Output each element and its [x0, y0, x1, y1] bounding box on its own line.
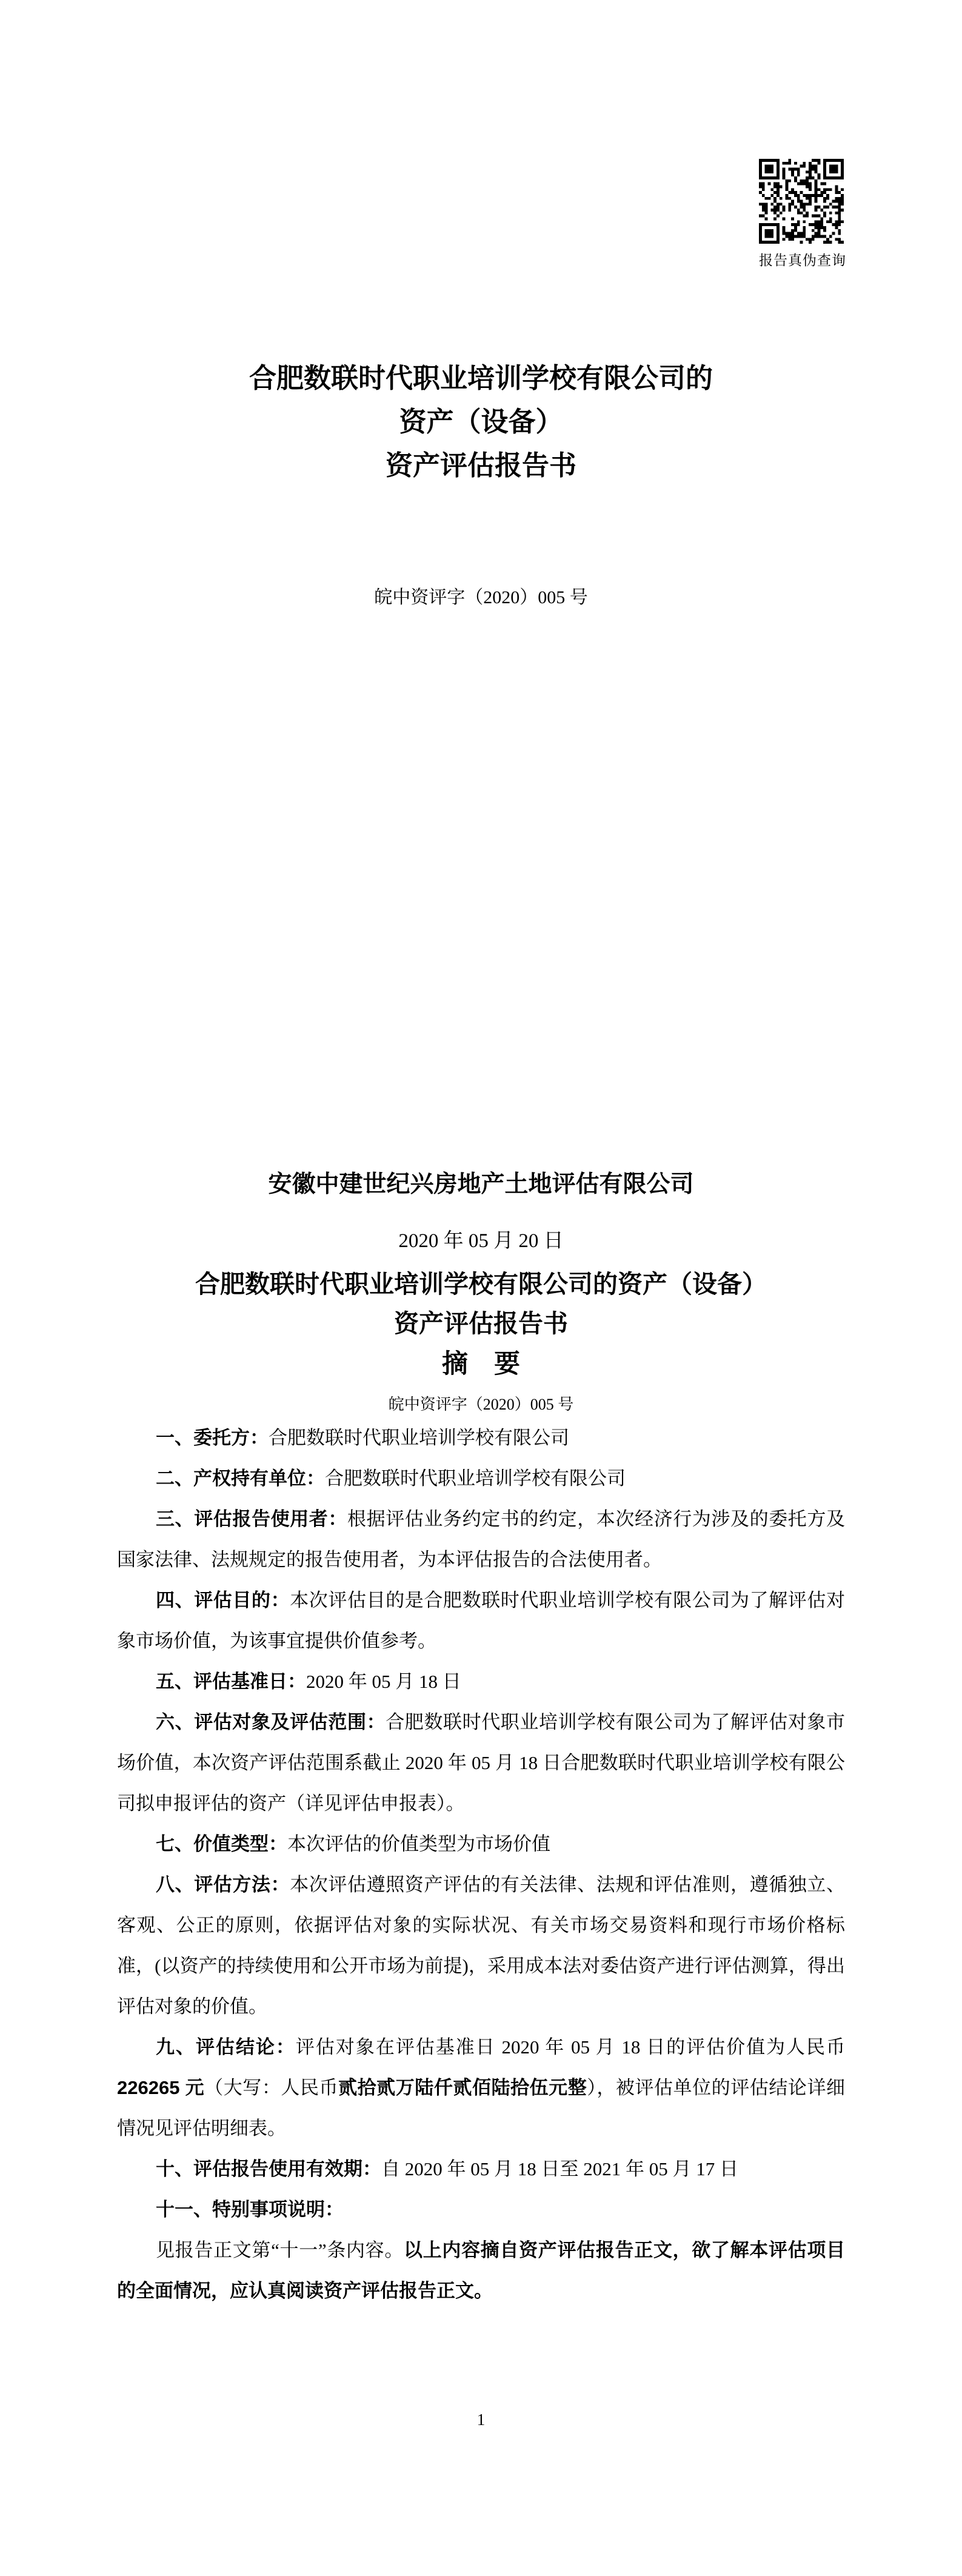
summary-title [0, 1265, 962, 1343]
summary-item [117, 1824, 845, 1864]
summary-item [117, 1580, 845, 1661]
summary-item-label: 一、委托方： [156, 1427, 269, 1448]
summary-item-text: （大写：人民币 [204, 2077, 339, 2098]
summary-body [117, 1417, 845, 2311]
qr-caption: 报告真伪查询 [759, 253, 846, 268]
summary-item-label: 十一、特别事项说明： [156, 2199, 344, 2220]
summary-item-text: 合肥数联时代职业培训学校有限公司 [325, 1468, 626, 1489]
summary-item-text: 226265 元 [117, 2077, 205, 2098]
summary-item-text: 以上内容摘自资产评估报告正文，欲了解本评估项目的全面情况，应认真阅读资产评估报告正文。 [117, 2240, 845, 2301]
summary-item-label: 五、评估基准日： [156, 1671, 306, 1692]
summary-item [117, 2189, 845, 2230]
summary-item [117, 1661, 845, 1702]
summary-item-text: 自 2020 年 05 月 18 日至 2021 年 05 月 17 日 [381, 2158, 738, 2180]
summary-item-text: 合肥数联时代职业培训学校有限公司为了解评估对象市场价值，本次资产评估范围系截止 2020 年 05 月 18 日合肥数联时代职业培训学校有限公司拟申报评估的资产（详见评估申报表）。 [117, 1711, 846, 1814]
cover-title-line: 合肥数联时代职业培训学校有限公司的 [249, 363, 713, 393]
summary-item-text: 贰拾贰万陆仟贰佰陆拾伍元整 [338, 2077, 587, 2098]
summary-item-text: 2020 年 05 月 18 日 [306, 1671, 461, 1692]
summary-item [117, 1864, 845, 2027]
page-number: 1 [476, 2410, 486, 2429]
summary-item-text: 评估对象在评估基准日 2020 年 05 月 18 日的评估价值为人民币 [295, 2036, 846, 2058]
summary-item [117, 2027, 845, 2149]
summary-item [117, 1499, 845, 1580]
appraisal-company-name: 安徽中建世纪兴房地产土地评估有限公司 [268, 1171, 694, 1197]
cover-title [0, 356, 962, 487]
summary-item-label: 八、评估方法： [156, 1874, 290, 1895]
summary-item-text: 见报告正文第“十一”条内容。 [156, 2240, 404, 2261]
summary-item-text: 本次评估目的是合肥数联时代职业培训学校有限公司为了解评估对象市场价值，为该事宜提供价值参考。 [117, 1590, 846, 1651]
summary-doc-number: 皖中资评字（2020）005 号 [388, 1396, 574, 1413]
summary-abstract-heading: 摘 要 [442, 1350, 520, 1379]
summary-item-label: 六、评估对象及评估范围： [156, 1711, 386, 1733]
summary-item-label: 九、评估结论： [156, 2036, 296, 2058]
summary-item [117, 1417, 845, 1458]
summary-item-label: 三、评估报告使用者： [156, 1508, 347, 1530]
qr-code [759, 159, 844, 244]
closing-paragraph [117, 2230, 845, 2311]
summary-item-text: 根据评估业务约定书的约定，本次经济行为涉及的委托方及国家法律、法规规定的报告使用者，为本评估报告的合法使用者。 [117, 1508, 845, 1570]
cover-title-line: 资产评估报告书 [385, 450, 576, 481]
summary-item [117, 1702, 845, 1824]
summary-item-label: 二、产权持有单位： [156, 1468, 325, 1489]
summary-item-label: 七、价值类型： [156, 1833, 287, 1855]
summary-item-text: ），被评估单位的评估结论详细情况见评估明细表。 [117, 2077, 845, 2139]
cover-doc-number: 皖中资评字（2020）005 号 [374, 587, 588, 607]
summary-item [117, 2149, 845, 2189]
summary-item [117, 1458, 845, 1499]
summary-title-line: 合肥数联时代职业培训学校有限公司的资产（设备） [195, 1270, 767, 1298]
summary-item-label: 四、评估目的： [156, 1590, 290, 1611]
summary-item-text: 本次评估的价值类型为市场价值 [287, 1833, 550, 1855]
summary-title-line: 资产评估报告书 [394, 1310, 568, 1337]
summary-item-text: 合肥数联时代职业培训学校有限公司 [269, 1427, 569, 1448]
qr-block [759, 159, 845, 269]
report-date: 2020 年 05 月 20 日 [398, 1230, 564, 1252]
summary-item-label: 十、评估报告使用有效期： [156, 2158, 381, 2180]
summary-item-text: 本次评估遵照资产评估的有关法律、法规和评估准则，遵循独立、客观、公正的原则，依据评估对象的实际状况、有关市场交易资料和现行市场价格标准，(以资产的持续使用和公开市场为前提)，采用成本法对委估资产进行评估测算，得出评估对象的价值。 [117, 1874, 846, 2017]
cover-title-line: 资产（设备） [399, 406, 563, 437]
